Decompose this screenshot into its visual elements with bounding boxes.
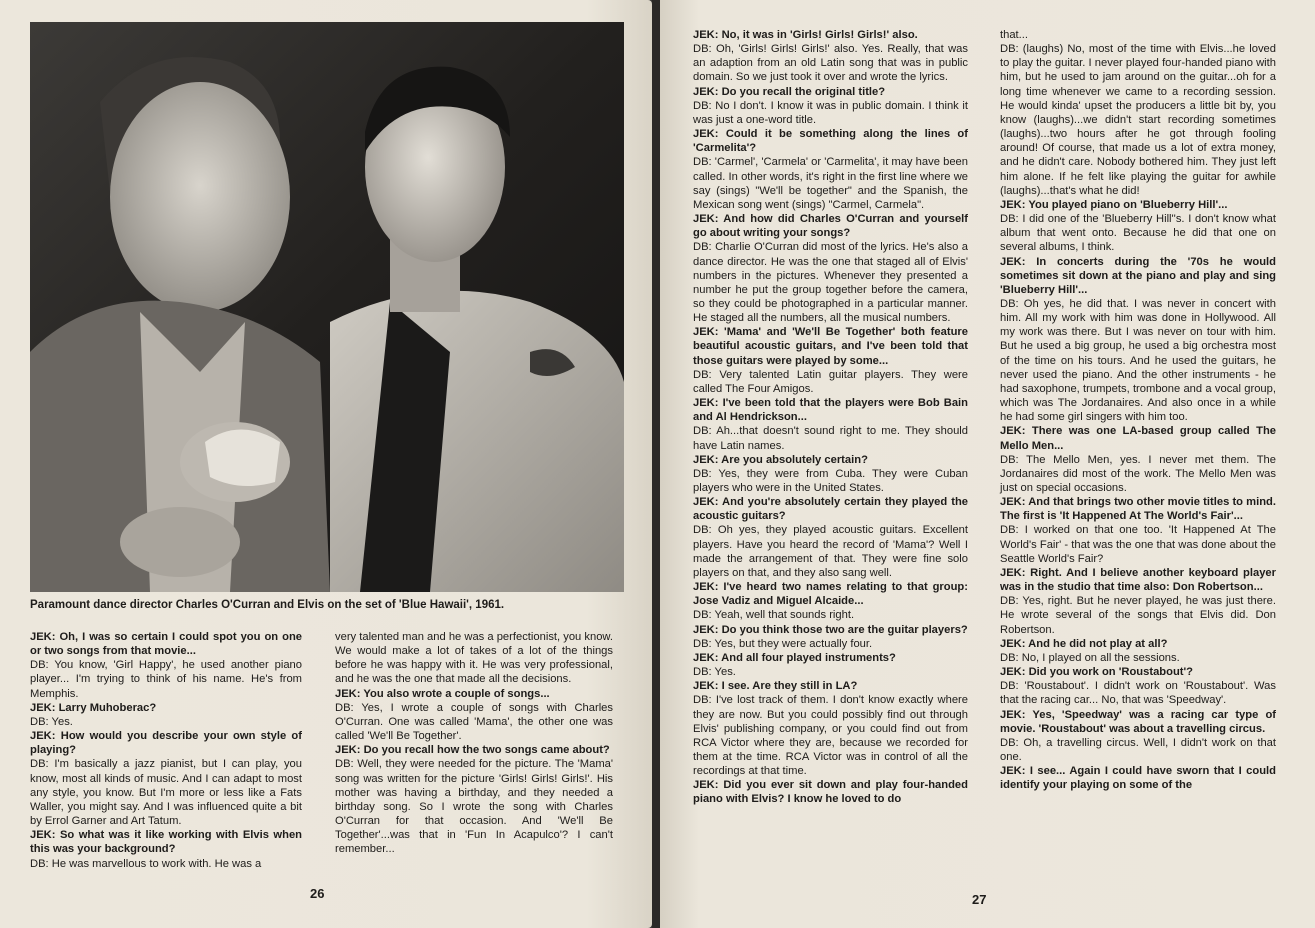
interview-answer: DB: I'm basically a jazz pianist, but I can play, you know, most all kinds of music. And I can adapt to most any style, you know. But I'm more or less like a Fats Waller, you might say. And I was influenced quite a bit by Errol Garner and Art Tatum. [30,758,302,828]
interview-answer: DB: 'Carmel', 'Carmela' or 'Carmelita', it may have been called. In other words, it's right in the first line where we say (sings) "We'll be together" and the Spanish, the Mexican song went (sings) "Carmel, Carmela". [693,156,968,211]
interview-answer: DB: Oh yes, they played acoustic guitars. Excellent players. Have you heard the record of 'Mama'? Well I made the arrangement of that. They were fine solo players on that, and they also sang well. [693,524,968,579]
interview-answer: DB: No I don't. I know it was in public domain. I think it was just a one-word title. [693,99,968,126]
interview-question: JEK: So what was it like working with Elvis when this was your background? [30,829,302,856]
left-column-2 [335,630,613,857]
interview-question: JEK: You played piano on 'Blueberry Hill'... [1000,198,1228,211]
interview-question: JEK: And he did not play at all? [1000,637,1168,650]
interview-answer: DB: Oh, a travelling circus. Well, I didn't work on that one. [1000,736,1276,763]
interview-answer: DB: Oh yes, he did that. I was never in concert with him. All my work with him was done in Hollywood. All my work was there. But I was never on tour with him. But he used a big group, he used a big orchestra most of the time on his tours. And he used the guitars, he never used the piano. And the other instruments - he had saxophone, trumpets, trombone and a vocal group, which was The Jordanaires. And also once in a while he had some girl singers with him too. [1000,297,1276,424]
interview-question: JEK: Yes, 'Speedway' was a racing car type of movie. 'Roustabout' was about a travelling circus. [1000,708,1276,735]
interview-question: JEK: Did you ever sit down and play four-handed piano with Elvis? I know he loved to do [693,779,968,806]
interview-answer: very talented man and he was a perfectionist, you know. We would make a lot of takes of a lot of the things before he was happy with it. He was very professional, and he was the one that made all the decisions. [335,631,613,686]
page-left [0,0,652,928]
interview-question: JEK: Did you work on 'Roustabout'? [1000,666,1194,679]
interview-question: JEK: I see. Are they still in LA? [693,680,858,693]
book-gutter [652,0,660,928]
interview-answer: DB: I did one of the 'Blueberry Hill''s. I don't know what album that went onto. Because he did that one on several albums, I think. [1000,213,1276,254]
interview-answer: DB: Yes. [30,715,73,728]
interview-answer: DB: (laughs) No, most of the time with Elvis...he loved to play the guitar. I never played four-handed piano with him, but he used to jam around on the guitar...oh for a long time whenever we came to a recording session. He would kinda' upset the producers a little bit by, you know (laughs)...we didn't start recording sometimes (laughs)...two hours after he got through fooling around! Of course, that made us a lot of extra money, and he didn't care. Nobody bothered him. They just left him alone. If he felt like playing the guitar for awhile (laughs)...that's what he did! [1000,43,1276,197]
interview-question: JEK: How would you describe your own style of playing? [30,730,302,757]
interview-answer: DB: Yeah, well that sounds right. [693,609,855,622]
left-column-1 [30,630,302,871]
interview-answer: DB: I worked on that one too. 'It Happened At The World's Fair' - that was the one that was done about the Seattle World's Fair? [1000,524,1276,565]
interview-question: JEK: Right. And I believe another keyboard player was in the studio that time also: Don Robertson... [1000,566,1276,594]
right-column-1 [693,28,968,807]
interview-question: JEK: And you're absolutely certain they played the acoustic guitars? [693,496,968,523]
interview-question: JEK: There was one LA-based group called The Mello Men... [1000,425,1276,452]
interview-question: JEK: Are you absolutely certain? [693,453,868,466]
interview-answer: DB: Yes. [693,666,736,679]
page-right [660,0,1315,928]
interview-question: JEK: And all four played instruments? [693,651,896,664]
photo-oCurran-and-elvis [30,22,624,592]
interview-answer: DB: No, I played on all the sessions. [1000,651,1180,664]
interview-question: JEK: Could it be something along the lines of 'Carmelita'? [693,128,968,155]
interview-answer: DB: He was marvellous to work with. He was a [30,857,262,870]
interview-answer: DB: You know, 'Girl Happy', he used another piano player... I'm trying to think of his name. He's from Memphis. [30,659,302,700]
interview-answer: DB: Well, they were needed for the picture. The 'Mama' song was written for the picture 'Girls! Girls! Girls!'. His mother was having a birthday, and they needed a birthday song. So I wrote the song with Charles O'Curran for that occasion. And 'We'll Be Together'...was that in 'Fun In Acapulco'? I can't remember... [335,758,613,856]
photo-caption: Paramount dance director Charles O'Curran and Elvis on the set of 'Blue Hawaii', 1961. [30,599,505,611]
interview-answer: DB: Very talented Latin guitar players. They were called The Four Amigos. [693,368,968,395]
interview-question: JEK: In concerts during the '70s he would sometimes sit down at the piano and play and sing 'Blueberry Hill'... [1000,255,1276,296]
interview-question: JEK: I see... Again I could have sworn that I could identify your playing on some of the [1000,765,1276,792]
interview-question: JEK: Oh, I was so certain I could spot you on one or two songs from that movie... [30,631,302,658]
interview-question: JEK: Do you recall how the two songs came about? [335,744,610,757]
interview-question: JEK: I've heard two names relating to that group: Jose Vadiz and Miguel Alcaide... [693,581,968,608]
photo-illustration [30,22,624,592]
interview-question: JEK: 'Mama' and 'We'll Be Together' both feature beautiful acoustic guitars, and I've been told that those guitars were played by some... [693,326,968,367]
interview-answer: DB: 'Roustabout'. I didn't work on 'Roustabout'. Was that the racing car... No, that was 'Speedway'. [1000,680,1276,707]
interview-question: JEK: Do you think those two are the guitar players? [693,623,968,636]
interview-question: JEK: I've been told that the players were Bob Bain and Al Hendrickson... [693,397,968,424]
interview-answer: DB: Oh, 'Girls! Girls! Girls!' also. Yes. Really, that was an adaption from an old Latin song that was in public domain. So we just took it over and wrote the lyrics. [693,43,968,84]
interview-answer: DB: Yes, I wrote a couple of songs with Charles O'Curran. One was called 'Mama', the other one was called 'We'll Be Together'. [335,701,613,743]
right-column-2 [1000,28,1276,792]
interview-question: JEK: You also wrote a couple of songs... [335,687,550,700]
page-number-right: 27 [972,892,987,907]
page-number-left: 26 [310,886,325,901]
interview-question: JEK: Larry Muhoberac? [30,701,157,714]
interview-answer: DB: Yes, right. But he never played, he was just there. He wrote several of the songs that Elvis did. Don Robertson. [1000,595,1276,636]
interview-question: JEK: And how did Charles O'Curran and yourself go about writing your songs? [693,213,968,240]
interview-question: JEK: And that brings two other movie titles to mind. The first is 'It Happened At The World's Fair'... [1000,496,1276,523]
interview-answer: DB: I've lost track of them. I don't know exactly where they are now. But you could possibly find out through Elvis' publishing company, or you could find out from RCA Victor where they are, because we recorded for them at the time. RCA Victor was in control of all the recordings at that time. [693,694,968,778]
interview-answer: DB: Yes, but they were actually four. [693,637,873,650]
interview-answer: that... [1000,29,1028,41]
interview-answer: DB: Yes, they were from Cuba. They were Cuban players who were in the United States. [693,467,968,494]
interview-answer: DB: The Mello Men, yes. I never met them. The Jordanaires did most of the work. The Mello Men was just on special occasions. [1000,453,1276,494]
interview-answer: DB: Charlie O'Curran did most of the lyrics. He's also a dance director. He was the one that staged all of Elvis' numbers in the pictures. Whenever they presented a number he put the group together before the camera, so they could be photographed in a particular manner. He staged all the numbers, all the musical numbers. [693,241,968,325]
interview-question: JEK: Do you recall the original title? [693,85,886,98]
interview-question: JEK: No, it was in 'Girls! Girls! Girls!' also. [693,29,918,41]
interview-answer: DB: Ah...that doesn't sound right to me. They should have Latin names. [693,425,968,452]
